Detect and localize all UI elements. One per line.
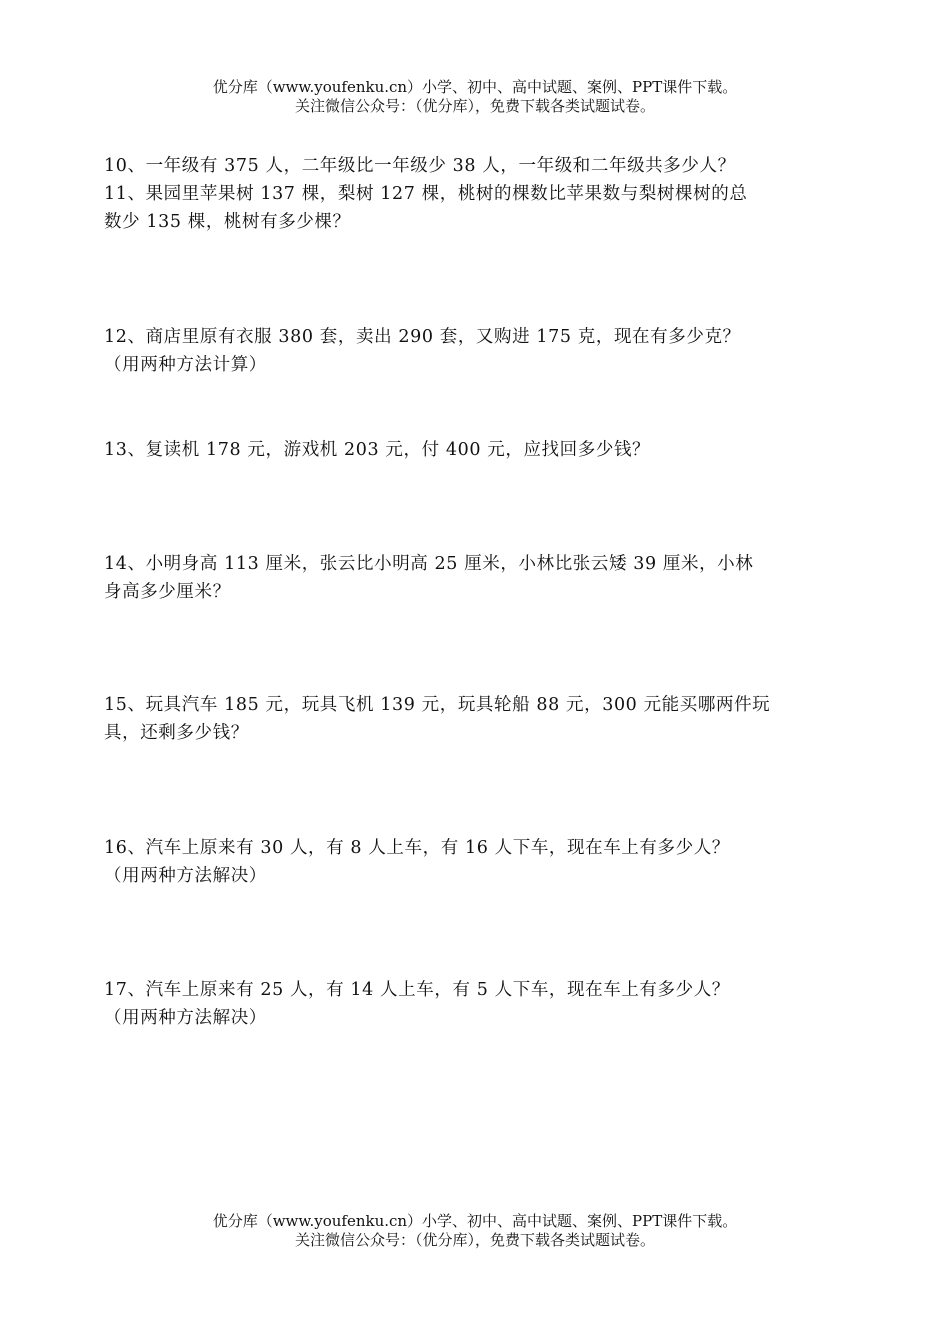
- header-line-1: 优分库（www.youfenku.cn）小学、初中、高中试题、案例、PPT课件下载。: [212, 78, 738, 96]
- question-line: 12、商店里原有衣服 380 套，卖出 290 套，又购进 175 克，现在有多少克？: [104, 327, 741, 347]
- question-12: [104, 323, 849, 379]
- question-line: 14、小明身高 113 厘米，张云比小明高 25 厘米，小林比张云矮 39 厘米，小林: [104, 554, 754, 574]
- question-15: [104, 691, 849, 747]
- question-11: [104, 180, 849, 236]
- footer-line-1: 优分库（www.youfenku.cn）小学、初中、高中试题、案例、PPT课件下载。: [212, 1212, 738, 1230]
- question-line: 具，还剩多少钱？: [104, 723, 249, 743]
- question-line: 16、汽车上原来有 30 人，有 8 人上车，有 16 人下车，现在车上有多少人？: [104, 838, 730, 858]
- question-line: （用两种方法计算）: [104, 355, 267, 375]
- footer-line-2: 关注微信公众号：（优分库），免费下载各类试题试卷。: [294, 1231, 655, 1249]
- question-line: 13、复读机 178 元，游戏机 203 元，付 400 元，应找回多少钱？: [104, 440, 651, 460]
- question-17: [104, 976, 849, 1032]
- question-line: （用两种方法解决）: [104, 866, 267, 886]
- page-header: [0, 78, 950, 116]
- question-line: 17、汽车上原来有 25 人，有 14 人上车，有 5 人下车，现在车上有多少人？: [104, 980, 730, 1000]
- question-line: 身高多少厘米？: [104, 582, 231, 602]
- question-13: [104, 436, 849, 464]
- question-line: 11、果园里苹果树 137 棵，梨树 127 棵，桃树的棵数比苹果数与梨树棵树的总: [104, 184, 748, 204]
- question-14: [104, 550, 849, 606]
- question-line: 数少 135 棵，桃树有多少棵？: [104, 212, 351, 232]
- question-line: （用两种方法解决）: [104, 1008, 267, 1028]
- page-footer: [0, 1212, 950, 1250]
- question-line: 15、玩具汽车 185 元，玩具飞机 139 元，玩具轮船 88 元，300 元能买哪两件玩: [104, 695, 771, 715]
- header-line-2: 关注微信公众号：（优分库），免费下载各类试题试卷。: [294, 97, 655, 115]
- question-16: [104, 834, 849, 890]
- question-10: [104, 152, 849, 180]
- question-line: 10、一年级有 375 人，二年级比一年级少 38 人，一年级和二年级共多少人？: [104, 156, 736, 176]
